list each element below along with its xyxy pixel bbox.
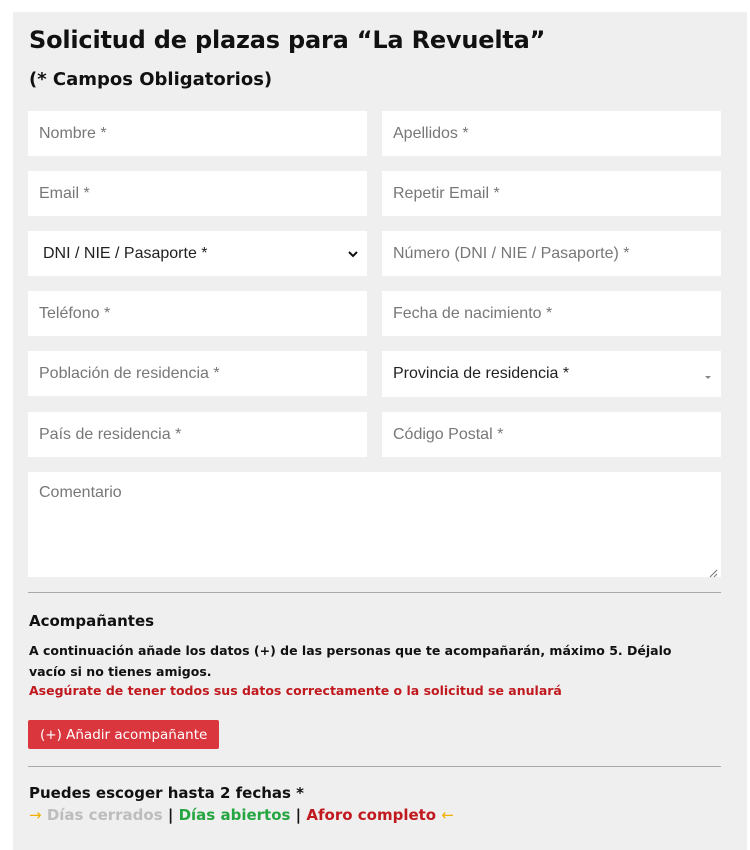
legend-separator: | xyxy=(295,806,302,824)
legend-closed-days: Días cerrados xyxy=(46,806,163,824)
document-type-select[interactable] xyxy=(28,231,367,276)
repeat-email-input[interactable] xyxy=(393,171,710,216)
document-number-field[interactable] xyxy=(382,231,721,276)
comment-field[interactable] xyxy=(28,472,721,577)
chevron-down-icon xyxy=(347,248,359,260)
phone-input[interactable] xyxy=(39,291,356,336)
comment-textarea[interactable] xyxy=(39,484,710,565)
apellidos-input[interactable] xyxy=(393,111,710,156)
country-field[interactable] xyxy=(28,412,367,457)
province-select[interactable] xyxy=(382,351,721,397)
document-number-input[interactable] xyxy=(393,231,710,276)
divider xyxy=(28,592,721,593)
nombre-field[interactable] xyxy=(28,111,367,156)
legend-open-days: Días abiertos xyxy=(178,806,291,824)
document-type-value: DNI / NIE / Pasaporte * xyxy=(43,244,208,262)
form-title: Solicitud de plazas para “La Revuelta” xyxy=(29,26,546,54)
add-companion-button[interactable]: (+) Añadir acompañante xyxy=(28,720,219,749)
province-value: Provincia de residencia * xyxy=(393,365,570,382)
nombre-input[interactable] xyxy=(39,111,356,156)
repeat-email-field[interactable] xyxy=(382,171,721,216)
town-input[interactable] xyxy=(39,351,356,396)
divider xyxy=(28,766,721,767)
birth-date-field[interactable] xyxy=(382,291,721,336)
companions-description: A continuación añade los datos (+) de las personas que te acompañarán, máximo 5. Déjalo vacío si no tienes amigos. xyxy=(29,643,672,679)
postal-code-input[interactable] xyxy=(393,412,710,457)
legend-full-capacity: Aforo completo xyxy=(306,806,437,824)
dates-title: Puedes escoger hasta 2 fechas * xyxy=(29,784,305,802)
caret-down-icon xyxy=(703,369,713,379)
required-fields-note: (* Campos Obligatorios) xyxy=(29,69,273,90)
email-input[interactable] xyxy=(39,171,356,216)
resize-grip-icon[interactable] xyxy=(709,565,718,574)
arrow-left-icon: ← xyxy=(441,806,454,824)
postal-code-field[interactable] xyxy=(382,412,721,457)
birth-date-input[interactable] xyxy=(393,291,710,336)
request-form-panel xyxy=(13,12,747,850)
dates-legend xyxy=(29,806,454,824)
apellidos-field[interactable] xyxy=(382,111,721,156)
arrow-right-icon: → xyxy=(29,806,42,824)
phone-field[interactable] xyxy=(28,291,367,336)
town-field[interactable] xyxy=(28,351,367,396)
legend-separator: | xyxy=(167,806,174,824)
companions-warning: Asegúrate de tener todos sus datos correctamente o la solicitud se anulará xyxy=(29,683,562,698)
companions-title: Acompañantes xyxy=(29,612,155,630)
email-field[interactable] xyxy=(28,171,367,216)
country-input[interactable] xyxy=(39,412,356,457)
